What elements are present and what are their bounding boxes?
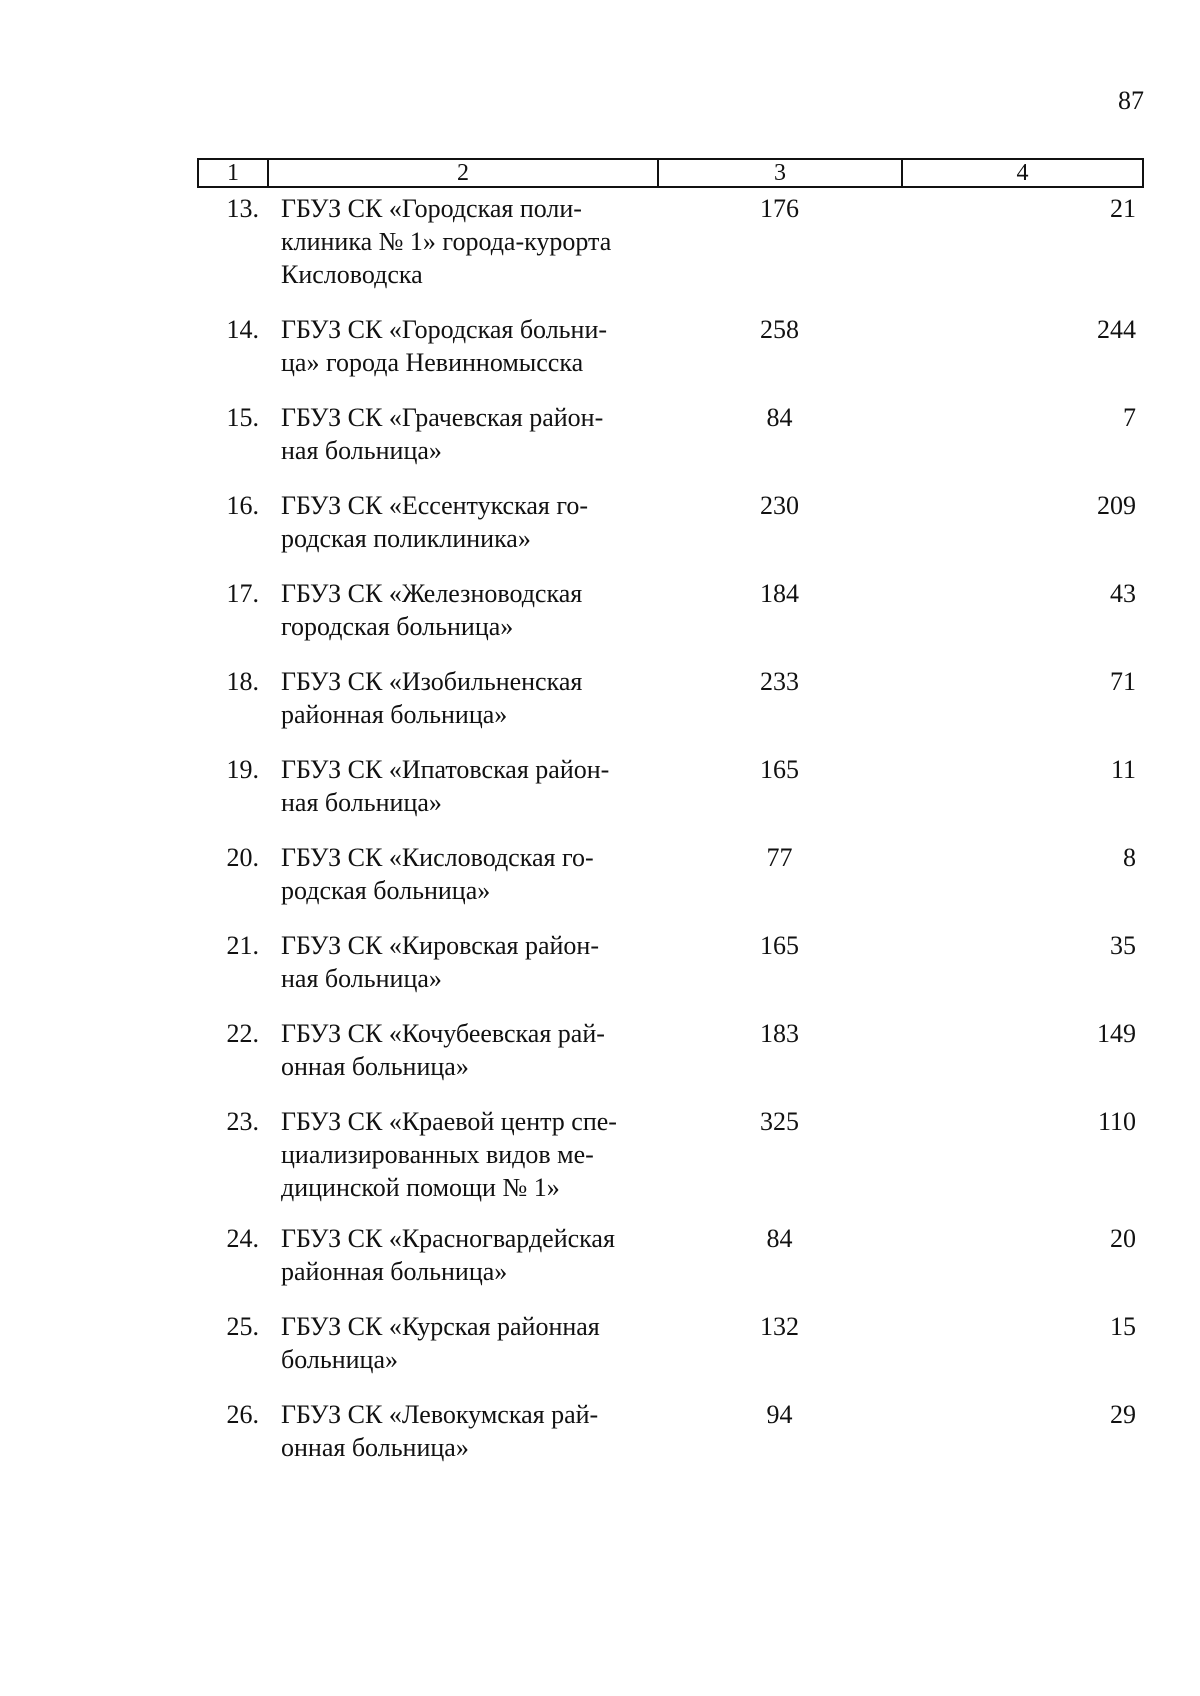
value-col-3: 165 [760,931,799,960]
value-col-4: 149 [1097,1019,1136,1048]
institution-name [267,753,647,819]
institution-name [267,401,647,467]
row-number: 14. [226,315,259,344]
value-col-3: 165 [760,755,799,784]
value-col-3: 325 [760,1107,799,1136]
value-col-3: 183 [760,1019,799,1048]
institution-name-line: ГБУЗ СК «Кочубеевская рай- [281,1019,605,1048]
institution-name-line: родская больница» [281,876,491,905]
institution-name [267,1398,647,1464]
institution-name-line: городская больница» [281,612,514,641]
value-col-3: 233 [760,667,799,696]
institution-name-line: ная больница» [281,436,442,465]
table-row [197,1222,1144,1288]
institution-name [267,1105,647,1204]
table-row [197,1310,1144,1376]
institution-name-line: ГБУЗ СК «Кисловодская го- [281,843,594,872]
institution-name [267,929,647,995]
institution-name [267,577,647,643]
value-col-4: 21 [1110,194,1136,223]
value-col-4: 43 [1110,579,1136,608]
institution-name-line: клиника № 1» города-курорта [281,227,612,256]
institution-name-line: ная больница» [281,788,442,817]
table-row [197,1105,1144,1204]
institution-name-line: ГБУЗ СК «Левокумская рай- [281,1400,599,1429]
institution-name-line: ГБУЗ СК «Красногвардейская [281,1224,615,1253]
row-number: 25. [226,1312,259,1341]
institution-name [267,841,647,907]
institution-name-line: родская поликлиника» [281,524,531,553]
institution-name [267,1017,647,1083]
institution-name [267,1222,647,1288]
row-number: 19. [226,755,259,784]
row-number: 15. [226,403,259,432]
table-row [197,753,1144,819]
value-col-4: 71 [1110,667,1136,696]
header-col-4: 4 [1016,160,1029,186]
row-number: 22. [226,1019,259,1048]
value-col-3: 84 [766,403,793,432]
value-col-4: 29 [1110,1400,1136,1429]
institution-name-line: ГБУЗ СК «Краевой центр спе- [281,1107,617,1136]
table-row [197,665,1144,731]
header-col-3: 3 [659,160,903,186]
institution-name-line: больница» [281,1345,398,1374]
value-col-3: 184 [760,579,799,608]
value-col-4: 7 [1123,403,1136,432]
institution-name-line: ГБУЗ СК «Ессентукская го- [281,491,589,520]
institution-name [267,1310,647,1376]
value-col-3: 94 [766,1400,793,1429]
table-body [197,192,1144,1464]
institution-name-line: ГБУЗ СК «Изобильненская [281,667,583,696]
table-row [197,577,1144,643]
table-row [197,489,1144,555]
row-number: 21. [226,931,259,960]
table-row [197,841,1144,907]
institution-name [267,489,647,555]
table-row [197,929,1144,995]
institution-name-line: Кисловодска [281,260,423,289]
value-col-4: 8 [1123,843,1136,872]
table-header [197,158,1144,188]
table-row [197,313,1144,379]
value-col-4: 35 [1110,931,1136,960]
institution-name-line: ГБУЗ СК «Ипатовская район- [281,755,610,784]
institution-name-line: онная больница» [281,1433,469,1462]
row-number: 13. [226,194,259,223]
value-col-3: 176 [760,194,799,223]
institution-name-line: ГБУЗ СК «Грачевская район- [281,403,604,432]
institution-name [267,313,647,379]
header-col-2: 2 [269,160,659,186]
value-col-3: 84 [766,1224,793,1253]
institution-name-line: онная больница» [281,1052,469,1081]
row-number: 18. [226,667,259,696]
row-number: 17. [226,579,259,608]
institution-name-line: ГБУЗ СК «Городская больни- [281,315,608,344]
institution-name [267,192,647,291]
table-row [197,1017,1144,1083]
row-number: 26. [226,1400,259,1429]
row-number: 23. [226,1107,259,1136]
value-col-3: 132 [760,1312,799,1341]
institution-name-line: дицинской помощи № 1» [281,1173,560,1202]
value-col-3: 77 [766,843,793,872]
value-col-4: 20 [1110,1224,1136,1253]
value-col-4: 209 [1097,491,1136,520]
institution-name-line: ГБУЗ СК «Железноводская [281,579,583,608]
table-row [197,192,1144,291]
institution-name-line: районная больница» [281,700,508,729]
row-number: 16. [226,491,259,520]
page-number: 87 [1118,86,1144,115]
table-row [197,1398,1144,1464]
row-number: 20. [226,843,259,872]
institution-name-line: ГБУЗ СК «Кировская район- [281,931,600,960]
institution-name [267,665,647,731]
row-number: 24. [226,1224,259,1253]
institution-name-line: циализированных видов ме- [281,1140,594,1169]
value-col-3: 230 [760,491,799,520]
institution-name-line: ная больница» [281,964,442,993]
institution-name-line: ГБУЗ СК «Городская поли- [281,194,582,223]
institution-name-line: районная больница» [281,1257,508,1286]
header-col-1: 1 [199,160,269,186]
value-col-3: 258 [760,315,799,344]
value-col-4: 15 [1110,1312,1136,1341]
value-col-4: 110 [1097,1107,1136,1136]
value-col-4: 11 [1110,755,1136,784]
value-col-4: 244 [1097,315,1136,344]
institution-name-line: ГБУЗ СК «Курская районная [281,1312,600,1341]
table-row [197,401,1144,467]
institution-name-line: ца» города Невинномысска [281,348,584,377]
